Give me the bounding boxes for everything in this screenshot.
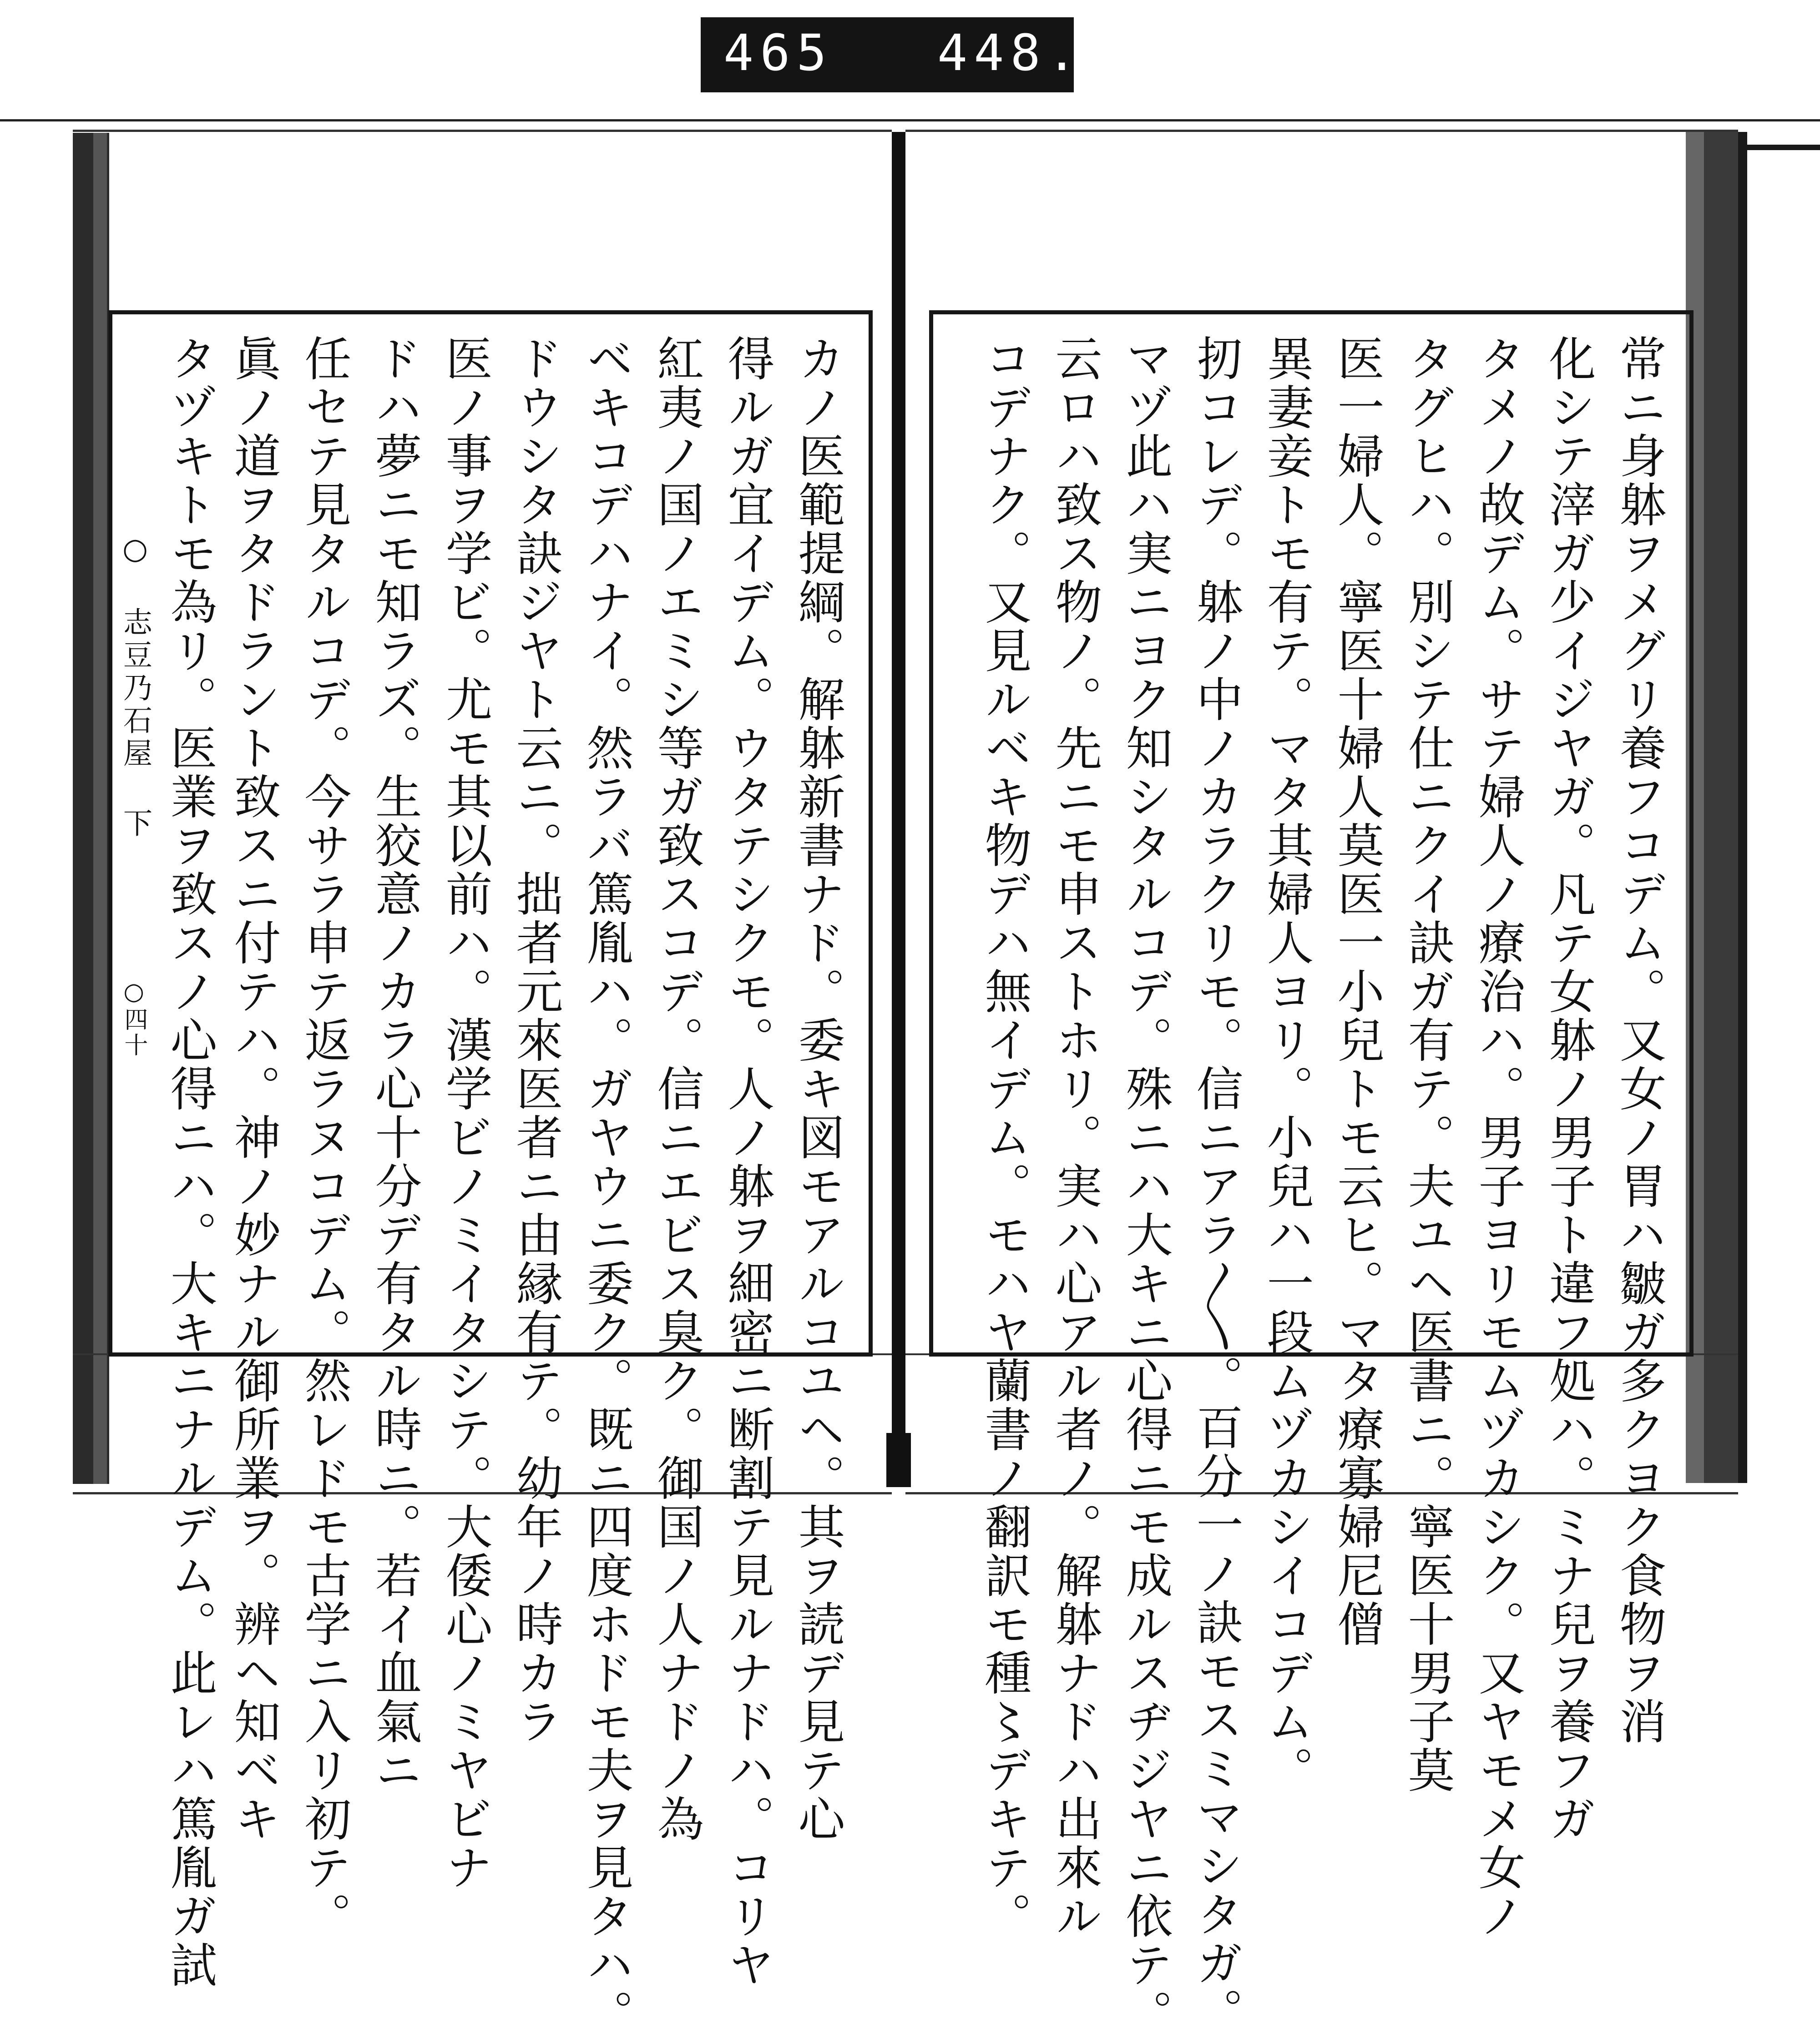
right-page-line-2: 化シテ滓ガ少イジヤガ。凡テ女躰ノ男子ト違フ処ハ。ミナ兒ヲ養フガ <box>1541 334 1596 1843</box>
right-edge-tab <box>1738 145 1820 150</box>
right-page-line-1: 常ニ身躰ヲメグリ養フコデム。又女ノ胃ハ皺ガ多クヨク食物ヲ消 <box>1612 334 1666 1746</box>
catalogue-number-tag <box>701 17 1083 92</box>
top-rule <box>0 119 1820 121</box>
left-page-line-7: ドハ夢ニモ知ラズ。生狡意ノカラ心十分デ有タル時ニ。若イ血氣ニ <box>367 334 422 1795</box>
book-spine-foot <box>886 1433 911 1487</box>
book-spine <box>892 132 905 1487</box>
right-page-line-5: 医一婦人。寧医十婦人莫医一小兒トモ云ヒ。マタ療寡婦尼僧 <box>1330 334 1384 1649</box>
left-page-line-4: ベキコデハナイ。然ラバ篤胤ハ。ガヤウニ委ク。既ニ四度ホドモ夫ヲ見タハ。 <box>579 334 633 2038</box>
left-page-line-3: 紅夷ノ国ノエミシ等ガ致スコデ。信ニエビス臭ク。御国ノ人ナドノ為 <box>649 334 704 1843</box>
right-outer-edge <box>1738 132 1747 1483</box>
left-page-line-6: 医ノ事ヲ学ビ。尤モ其以前ハ。漢学ビノミイタシテ。大倭心ノミヤビナ <box>438 334 492 1892</box>
left-page-line-1: カノ医範提綱。解躰新書ナド。委キ図モアルコユヘ。其ヲ読デ見テ心 <box>790 334 845 1843</box>
catalogue-number-right: 448. <box>937 24 1083 82</box>
left-book-edge-shade <box>93 133 107 1484</box>
right-page-line-3: タメノ故デム。サテ婦人ノ療治ハ。男子ヨリモムヅカシク。又ヤモメ女ノ <box>1471 334 1525 1941</box>
left-page-line-2: 得ルガ宜イデム。ウタテシクモ。人ノ躰ヲ細密ニ断割テ見ルナドハ。コリヤ <box>720 334 774 1989</box>
left-page-line-8: 任セテ見タルコデ。今サラ申テ返ラヌコデム。然レドモ古学ニ入リ初テ。 <box>297 334 351 1941</box>
book-title: ○ 志豆乃石屋 下 <box>118 532 152 841</box>
left-page-line-5: ドウシタ訣ジヤト云ニ。拙者元來医者ニ由縁有テ。幼年ノ時カラ <box>508 334 563 1746</box>
left-page-line-10: タヅキトモ為リ。医業ヲ致スノ心得ニハ。大キニナルデム。此レハ篤胤ガ試 <box>162 334 217 1989</box>
right-page-line-6: 異妻妾トモ有テ。マタ其婦人ヨリ。小兒ハ一段ムヅカシイコデム。 <box>1259 334 1314 1795</box>
right-page-line-7: 扨コレデ。躰ノ中ノカラクリモ。信ニアラ〳〵。百分一ノ訣モスミマシタガ。 <box>1188 334 1243 2036</box>
right-page-line-8: マヅ此ハ実ニヨク知シタルコデ。殊ニハ大キニ心得ニモ成ルスヂジヤニ依テ。 <box>1118 334 1173 2038</box>
right-page-line-10: コデナク。又見ルベキ物デハ無イデム。モハヤ蘭書ノ翻訳モ種〻デキテ。 <box>977 334 1031 1941</box>
catalogue-number-left: 465 <box>723 24 833 82</box>
left-page-line-9: 眞ノ道ヲタドラント致スニ付テハ。神ノ妙ナル御所業ヲ。辨ヘ知ベキ <box>226 334 281 1843</box>
page-number: ○四十 <box>120 978 147 1058</box>
right-page-line-9: 云ロハ致ス物ノ。先ニモ申ストホリ。実ハ心アル者ノ。解躰ナドハ出來ル <box>1047 334 1102 1941</box>
right-page-line-4: タグヒハ。別シテ仕ニクイ訣ガ有テ。夫ユヘ医書ニ。寧医十男子莫 <box>1400 334 1455 1795</box>
